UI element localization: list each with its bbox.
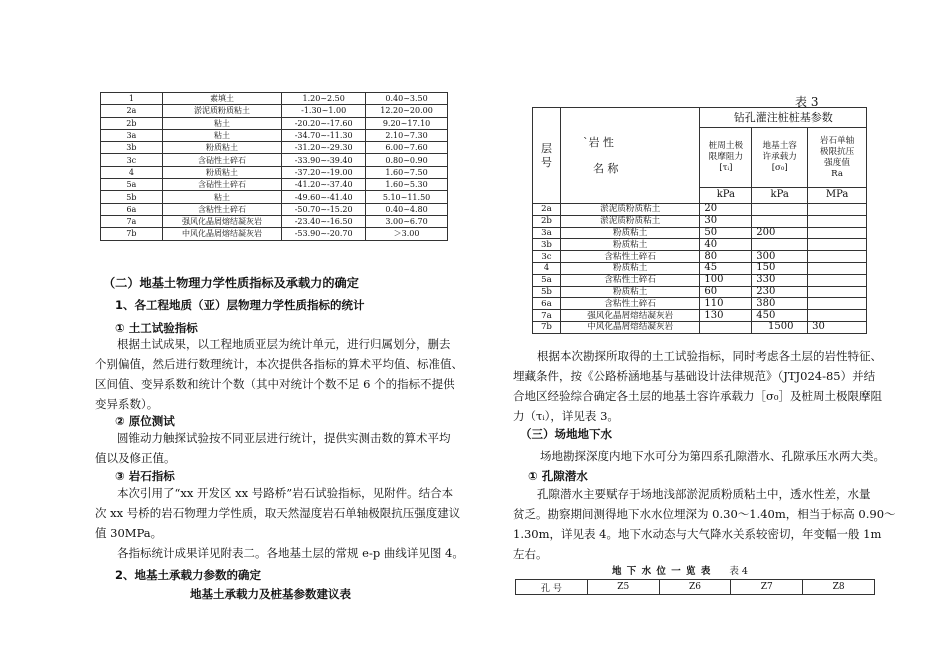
table-cell: 粉质粘土 [560, 262, 699, 274]
table-title: 地基土承载力及桩基参数建议表 [190, 587, 351, 601]
table-cell: 9.20~17.10 [366, 117, 448, 129]
table-row [101, 129, 448, 141]
sub-3-title: ③ 岩石指标 [115, 469, 175, 483]
para-bearing [537, 346, 912, 366]
table-cell [808, 215, 867, 227]
table-cell: -37.20~-19.00 [282, 166, 366, 178]
groundwater-header-row [516, 580, 875, 595]
text-line: 1.30m，详见表 4。地下水动态与大气降水关系较密切，年变幅一般 1m [513, 527, 882, 541]
header-cell: Z6 [659, 580, 731, 595]
text-line: 值 30MPa。 [95, 526, 163, 540]
table-cell: 粉质粘土 [162, 166, 281, 178]
table-row [533, 321, 867, 333]
header-cell: Z5 [587, 580, 659, 595]
table-cell: 素填土 [162, 93, 281, 105]
table-cell: 含粘性土碎石 [560, 274, 699, 286]
table-cell: 5a [533, 274, 561, 286]
table-cell: 330 [752, 274, 808, 286]
table-row [533, 215, 867, 227]
table-row [101, 117, 448, 129]
table-cell: 6a [533, 298, 561, 310]
table-row [533, 251, 867, 263]
table-cell: 2a [533, 204, 561, 216]
table-cell: 淤泥质粉质粘土 [162, 105, 281, 117]
table-cell: 30 [700, 215, 752, 227]
text-line: 个别偏值，然后进行数理统计，本次提供各指标的算术平均值、标准值、 [95, 357, 463, 371]
table-cell: 3b [101, 142, 163, 154]
text-line: 贫乏。勘察期间测得地下水水位埋深为 0.30～1.40m，相当于标高 0.90～ [513, 507, 896, 521]
table-cell: -41.20~-37.40 [282, 179, 366, 191]
table-cell: 含砧性土碎石 [162, 154, 281, 166]
strata-table [100, 92, 448, 241]
table-row [101, 166, 448, 178]
table-row [533, 204, 867, 216]
table-cell: 3a [101, 129, 163, 141]
table-cell: 12.20~20.00 [366, 105, 448, 117]
table-4-caption [612, 563, 748, 577]
table-cell: 20 [700, 204, 752, 216]
sub-2-paragraph [95, 428, 465, 468]
text-line: 孔隙潜水主要赋存于场地浅部淤泥质粉质粘土中，透水性差，水量 [537, 487, 871, 501]
table-cell: -53.90~-20.70 [282, 228, 366, 240]
table-cell: 3c [533, 251, 561, 263]
table-cell: -31.20~-29.30 [282, 142, 366, 154]
table-row [533, 286, 867, 298]
header-layer-number: 层号 [533, 108, 561, 204]
table-cell: 4 [101, 166, 163, 178]
table-cell: 30 [808, 321, 867, 333]
table-cell: 7b [533, 321, 561, 333]
unit-strength: MPa [808, 187, 867, 203]
table-cell: 450 [752, 310, 808, 322]
table-cell: 5b [101, 191, 163, 203]
table-cell: 强风化晶屑熔结凝灰岩 [162, 215, 281, 227]
table-row [101, 215, 448, 227]
text-line: 本次引用了“xx 开发区 xx 号路桥”岩石试验指标，见附件。结合本 [117, 486, 454, 500]
text-line: 埋藏条件，按《公路桥涵地基与基础设计法律规范》（JTJ024-85）并结 [513, 369, 876, 383]
header-rock-strength: 岩石单轴 极限抗压 强度值 Ra [808, 128, 867, 187]
table-cell: 粘土 [162, 117, 281, 129]
table-cell [808, 239, 867, 251]
table-cell: 含粘性土碎石 [560, 251, 699, 263]
table-cell [808, 310, 867, 322]
table-cell: 1 [101, 93, 163, 105]
table-cell: 4 [533, 262, 561, 274]
table-cell: 60 [700, 286, 752, 298]
table-cell: 3c [101, 154, 163, 166]
table-cell: 5b [533, 286, 561, 298]
table-cell [808, 298, 867, 310]
table-row [533, 262, 867, 274]
table-cell: 0.40~3.50 [366, 93, 448, 105]
table-cell: 230 [752, 286, 808, 298]
table-cell: 2.10~7.30 [366, 129, 448, 141]
table-cell: 粉质粘土 [560, 286, 699, 298]
table-cell: -23.40~-16.50 [282, 215, 366, 227]
table-row [101, 228, 448, 240]
pile-table-body [533, 204, 867, 334]
table-cell: 50 [700, 227, 752, 239]
table-cell: 200 [752, 227, 808, 239]
pore-water-paragraph [513, 484, 896, 564]
table-cell: 淤泥质粉质粘土 [560, 204, 699, 216]
item-1-title: 1、各工程地质（亚）层物理力学性质指标的统计 [115, 298, 365, 312]
table-row [101, 142, 448, 154]
table-row [533, 298, 867, 310]
sub-3-paragraph [95, 483, 465, 543]
para-bearing-cont [513, 366, 888, 426]
table-cell: -50.70~-15.20 [282, 203, 366, 215]
table-cell: 5.10~11.50 [366, 191, 448, 203]
table-cell: 3.00~6.70 [366, 215, 448, 227]
table-cell: 淤泥质粉质粘土 [560, 215, 699, 227]
sub-2-title: ② 原位测试 [115, 414, 175, 428]
header-pile-parameters: 钻孔灌注桩桩基参数 [700, 108, 867, 128]
table-cell [752, 204, 808, 216]
text-line: 圆锥动力触探试验按不同亚层进行统计，提供实测击数的算术平均 [117, 431, 451, 445]
table-cell: 1500 [752, 321, 808, 333]
section-2-title: （二）地基土物理力学性质指标及承载力的确定 [103, 276, 359, 290]
table-4-title: 地 下 水 位 一 览 表 [612, 566, 712, 577]
table-cell: 1.60~7.50 [366, 166, 448, 178]
table-cell [808, 204, 867, 216]
table-cell: 380 [752, 298, 808, 310]
table-row [533, 310, 867, 322]
text-line: 变异系数）。 [95, 397, 159, 411]
header-bearing-capacity: 地基土容 许承载力 [σ₀] [752, 128, 808, 187]
table-cell: 1.60~5.30 [366, 179, 448, 191]
table-4-number: 表 4 [729, 566, 748, 577]
table-cell: 130 [700, 310, 752, 322]
table-cell: 45 [700, 262, 752, 274]
table-row [533, 239, 867, 251]
header-cell: 孔 号 [516, 580, 588, 595]
table-row [101, 203, 448, 215]
table-cell: 粉质粘土 [560, 239, 699, 251]
text-line: 根据本次勘探所取得的土工试验指标，同时考虑各土层的岩性特征、 [537, 349, 882, 363]
header-cell: Z7 [731, 580, 803, 595]
table-cell: 80 [700, 251, 752, 263]
header-cell: Z8 [803, 580, 875, 595]
table-cell: 150 [752, 262, 808, 274]
table-cell: 粉质粘土 [560, 227, 699, 239]
table-cell: ＞3.00 [366, 228, 448, 240]
text-line: 根据土试成果，以工程地质亚层为统计单元，进行归属划分，删去 [117, 337, 451, 351]
item-2-title: 2、地基土承载力参数的确定 [115, 568, 262, 582]
table-cell: 100 [700, 274, 752, 286]
header-friction: 桩周土极 限摩阻力 [τᵢ] [700, 128, 752, 187]
table-cell [808, 274, 867, 286]
table-cell: 40 [700, 239, 752, 251]
section-3-title: （三）场地地下水 [520, 427, 612, 441]
table-cell: -49.60~-41.40 [282, 191, 366, 203]
table-cell: 3a [533, 227, 561, 239]
text-line: 区间值、变异系数和统计个数（其中对统计个数不足 6 个的指标不提供 [95, 377, 455, 391]
header-rock-name: `岩 性 名 称 [560, 108, 699, 204]
table-row [533, 274, 867, 286]
table-cell: 中风化晶屑熔结凝灰岩 [162, 228, 281, 240]
table-cell: 含粘性土碎石 [560, 298, 699, 310]
text-line: 值以及修正值。 [95, 451, 176, 465]
table-cell: 粘土 [162, 191, 281, 203]
table-cell: 110 [700, 298, 752, 310]
table-cell: 强风化晶屑熔结凝灰岩 [560, 310, 699, 322]
groundwater-table [515, 579, 875, 595]
text-line: 合地区经验综合确定各土层的地基土容许承载力［σ₀］及桩周土极限摩阻 [513, 389, 882, 403]
unit-bearing: kPa [752, 187, 808, 203]
table-cell: 6.00~7.60 [366, 142, 448, 154]
table-cell: 粉质粘土 [162, 142, 281, 154]
table-cell: 6a [101, 203, 163, 215]
table-cell [808, 286, 867, 298]
table-cell [808, 251, 867, 263]
table-cell: 含粘性土碎石 [162, 203, 281, 215]
table-cell: 300 [752, 251, 808, 263]
table-row [101, 154, 448, 166]
table-cell [808, 262, 867, 274]
table-cell [808, 227, 867, 239]
table-cell: -1.30~1.00 [282, 105, 366, 117]
table-cell: 2b [533, 215, 561, 227]
table-cell: 含砧性土碎石 [162, 179, 281, 191]
text-line: 力（τᵢ），详见表 3。 [513, 409, 619, 423]
unit-friction: kPa [700, 187, 752, 203]
summary-line: 各指标统计成果详见附表二。各地基土层的常规 e-p 曲线详见图 4。 [117, 546, 464, 560]
table-cell: 7a [533, 310, 561, 322]
sub-1-paragraph [95, 334, 465, 414]
table-cell: 0.80~0.90 [366, 154, 448, 166]
table-cell: -20.20~-17.60 [282, 117, 366, 129]
pile-parameter-table [532, 107, 867, 334]
table-cell: 0.40~4.80 [366, 203, 448, 215]
sub-1-title: ① 土工试验指标 [115, 321, 198, 335]
table-row [101, 93, 448, 105]
groundwater-intro: 场地勘探深度内地下水可分为第四系孔隙潜水、孔隙承压水两大类。 [540, 449, 885, 463]
text-line: 次 xx 号桥的岩石物理力学性质，取天然湿度岩石单轴极限抗压强度建议 [95, 506, 461, 520]
table-cell: -34.70~-11.30 [282, 129, 366, 141]
table-cell: 1.20~2.50 [282, 93, 366, 105]
table-row [101, 179, 448, 191]
table-cell: 7b [101, 228, 163, 240]
table-cell: 粘土 [162, 129, 281, 141]
table-cell: 2a [101, 105, 163, 117]
table-row [533, 227, 867, 239]
table-row [101, 191, 448, 203]
table-row [101, 105, 448, 117]
pore-water-title: ① 孔隙潜水 [528, 469, 588, 483]
table-cell: 2b [101, 117, 163, 129]
table-cell: 5a [101, 179, 163, 191]
table-cell: 3b [533, 239, 561, 251]
text-line: 左右。 [513, 547, 548, 561]
table-cell [752, 215, 808, 227]
table-cell: 7a [101, 215, 163, 227]
table-cell: -33.90~-39.40 [282, 154, 366, 166]
table-3-caption: 表 3 [795, 95, 819, 109]
table-cell: 中风化晶屑熔结凝灰岩 [560, 321, 699, 333]
strata-table-body [101, 93, 448, 241]
table-cell [700, 321, 752, 333]
table-cell [752, 239, 808, 251]
